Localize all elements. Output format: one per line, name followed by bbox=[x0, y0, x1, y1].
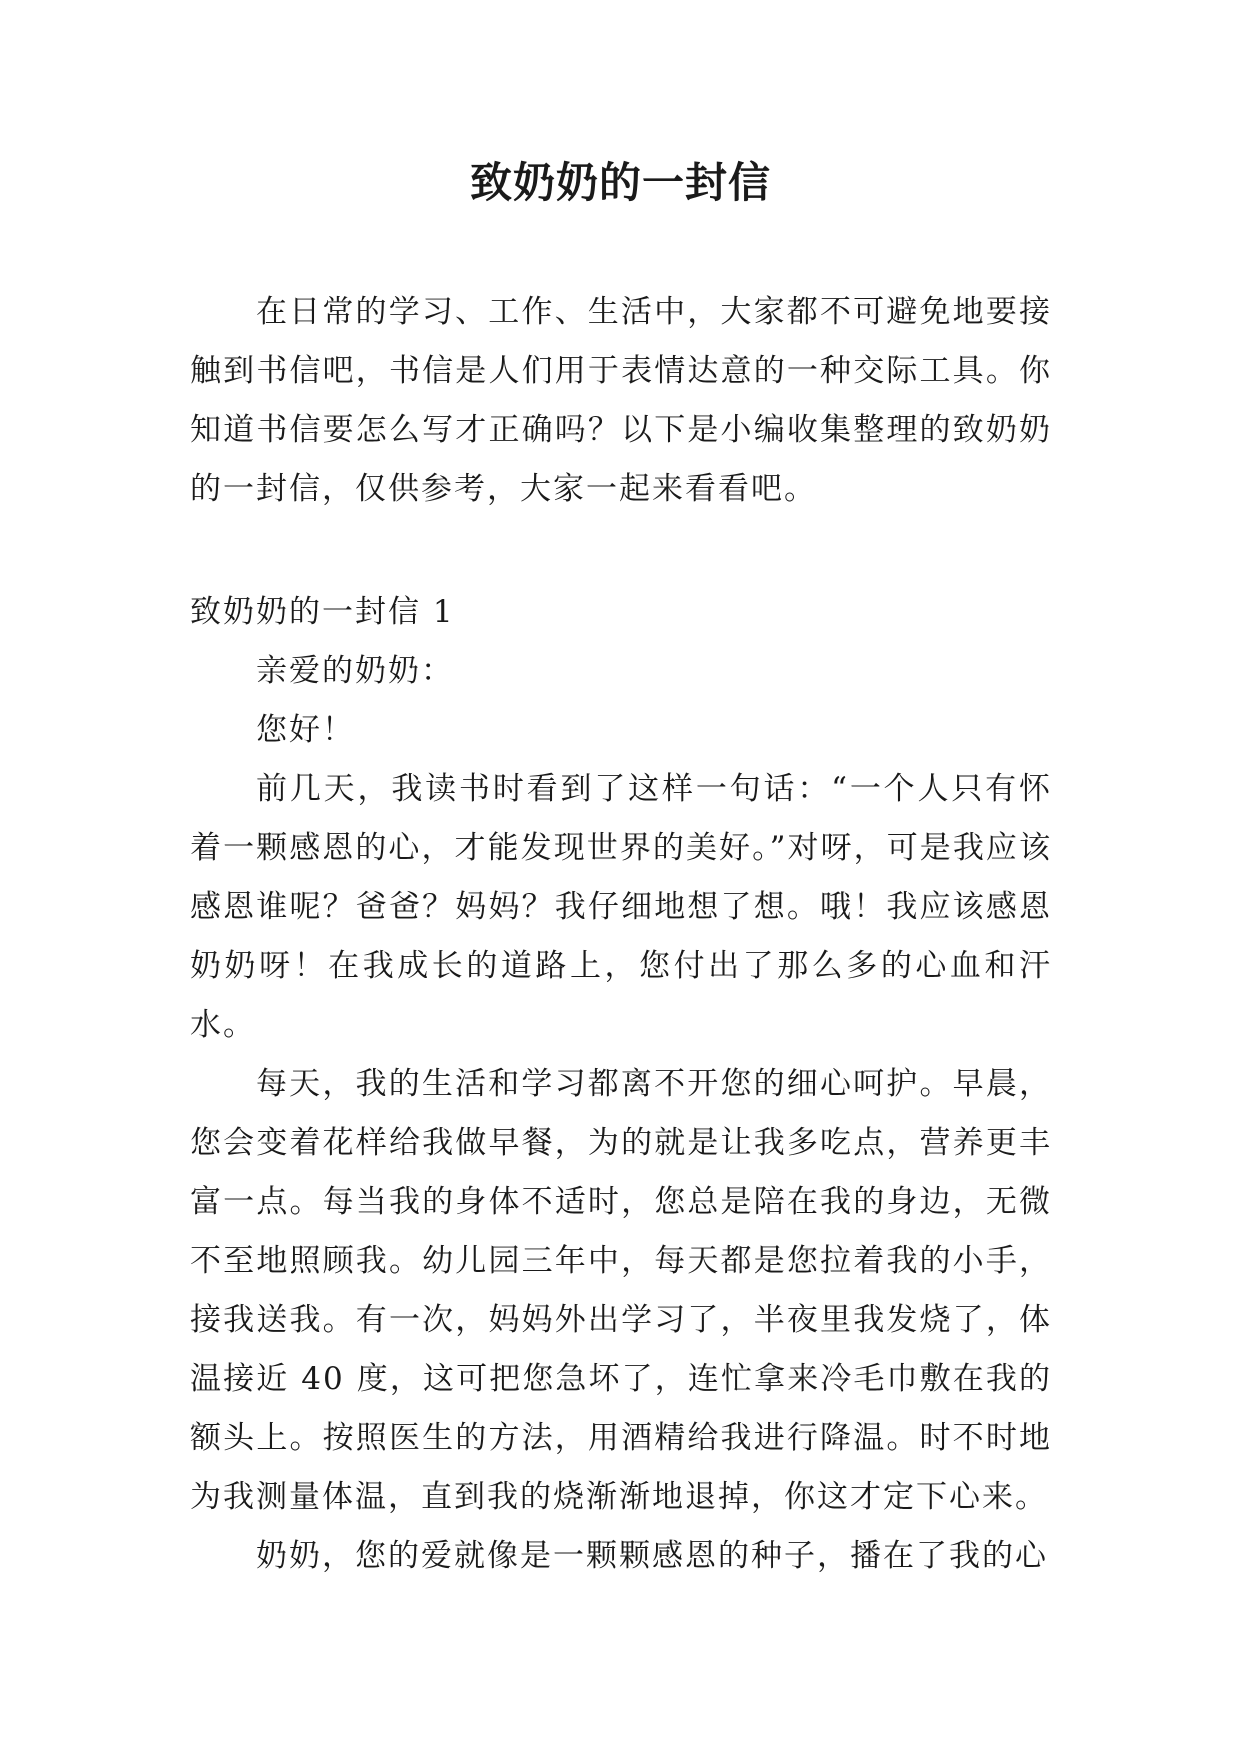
letter-salutation: 亲爱的奶奶： bbox=[256, 653, 454, 689]
letter-paragraph: 每天，我的生活和学习都离不开您的细心呵护。早晨，您会变着花样给我做早餐，为的就是让我多吃点，营养更丰富一点。每当我的身体不适时，您总是陪在我的身边，无微不至地照顾我。幼儿园三年中，每天都是您拉着我的小手，接我送我。有一次，妈妈外出学习了，半夜里我发烧了，体温接近 40 度，这可把您急坏了，连忙拿来冷毛巾敷在我的额头上。按照医生的方法，用酒精给我进行降温。时不时地为我测量体温，直到我的烧渐渐地退掉，你这才定下心来。 bbox=[190, 1066, 1052, 1515]
letter-paragraph: 前几天，我读书时看到了这样一句话：“一个人只有怀着一颗感恩的心，才能发现世界的美好。”对呀，可是我应该感恩谁呢？爸爸？妈妈？我仔细地想了想。哦！我应该感恩奶奶呀！在我成长的道路上，您付出了那么多的心血和汗水。 bbox=[190, 771, 1052, 1043]
letter-paragraph: 奶奶，您的爱就像是一颗颗感恩的种子，播在了我的心 bbox=[256, 1538, 1048, 1574]
letter-section bbox=[190, 583, 1052, 1586]
intro-paragraph: 在日常的学习、工作、生活中，大家都不可避免地要接触到书信吧，书信是人们用于表情达意的一种交际工具。你知道书信要怎么写才正确吗？以下是小编收集整理的致奶奶的一封信，仅供参考，大家一起来看看吧。 bbox=[190, 294, 1052, 507]
letter-heading: 致奶奶的一封信 1 bbox=[190, 594, 455, 630]
intro-section bbox=[190, 283, 1052, 519]
letter-greeting: 您好！ bbox=[256, 712, 355, 748]
document-title: 致奶奶的一封信 bbox=[469, 158, 771, 207]
